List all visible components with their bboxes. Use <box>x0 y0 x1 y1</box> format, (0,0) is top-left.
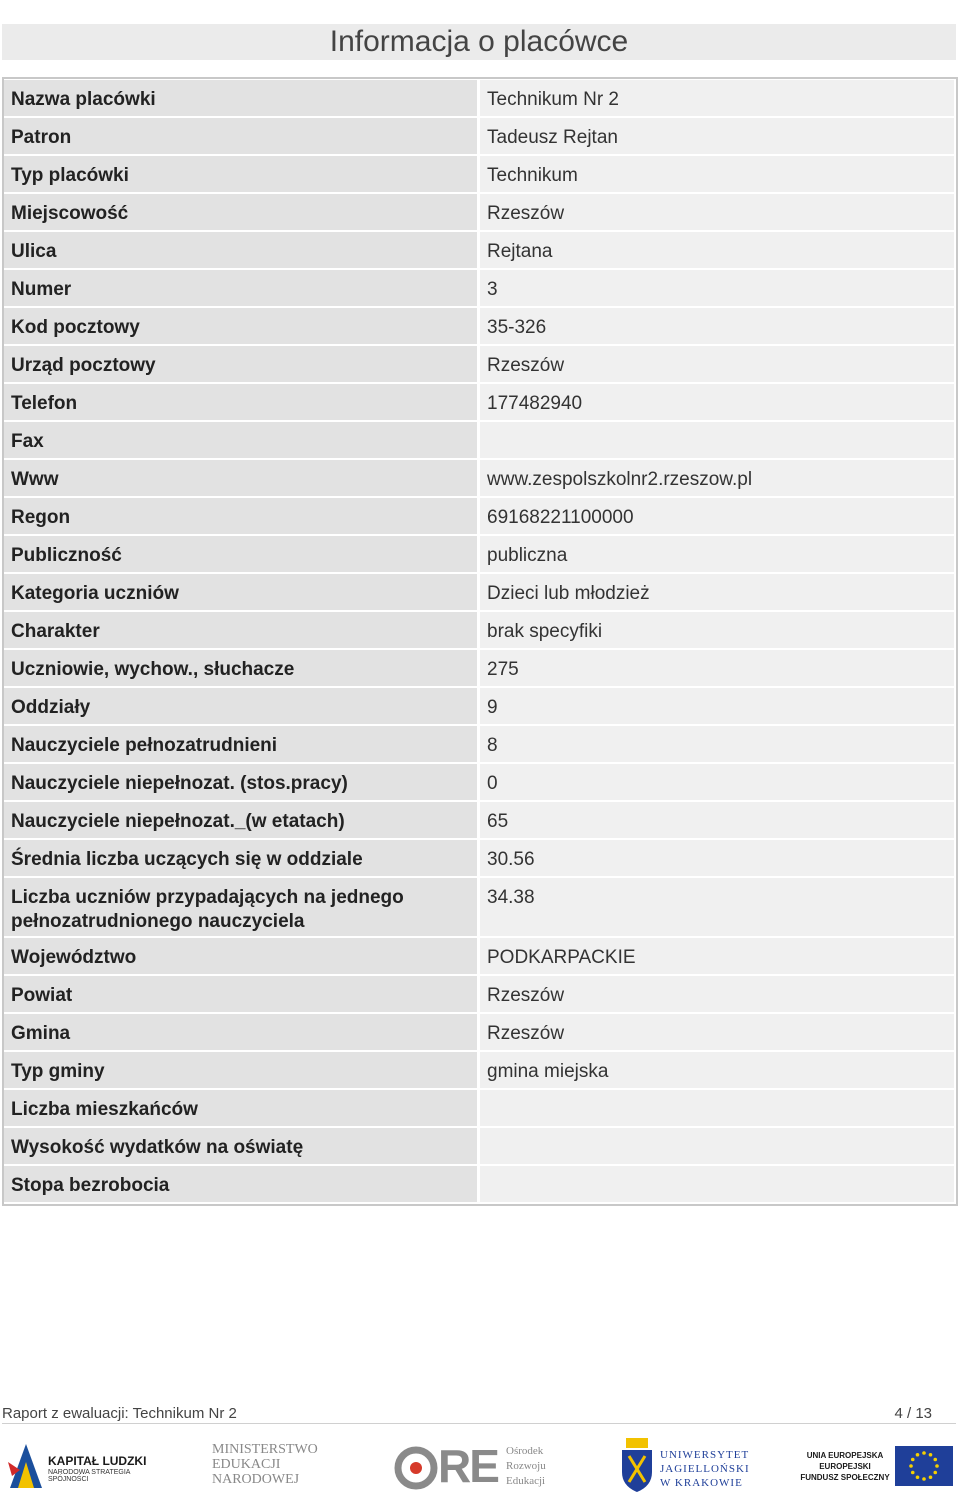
row-value: 35-326 <box>480 308 954 344</box>
eu-star <box>916 1475 920 1479</box>
table-row <box>4 194 956 230</box>
row-value: 30.56 <box>480 840 954 876</box>
eu-star <box>935 1464 939 1468</box>
uj-line2: JAGIELLOŃSKI <box>660 1463 750 1475</box>
table-row <box>4 536 956 572</box>
sponsor-logos <box>0 1432 960 1502</box>
eu-star <box>929 1475 933 1479</box>
kapital-ludzki-logo <box>8 1432 168 1502</box>
table-row <box>4 574 956 610</box>
table-row <box>4 460 956 496</box>
table-row <box>4 878 956 936</box>
kapital-ludzki-subtitle: NARODOWA STRATEGIA SPÓJNOŚCI <box>48 1469 131 1483</box>
row-value: publiczna <box>480 536 954 572</box>
table-row <box>4 764 956 800</box>
row-label: Gmina <box>4 1014 477 1050</box>
row-value: Rzeszów <box>480 194 954 230</box>
row-value: 177482940 <box>480 384 954 420</box>
row-label: Patron <box>4 118 477 154</box>
table-row <box>4 384 956 420</box>
ue-line3: FUNDUSZ SPOŁECZNY <box>800 1473 890 1482</box>
eu-star <box>909 1464 913 1468</box>
ue-line2: EUROPEJSKI <box>819 1462 871 1471</box>
row-value <box>480 1166 954 1202</box>
ore-mark: RE <box>438 1440 498 1492</box>
men-line1: MINISTERSTWO <box>212 1442 318 1457</box>
eu-star <box>916 1453 920 1457</box>
eu-star <box>911 1458 915 1462</box>
ore-line2: Rozwoju <box>506 1460 546 1472</box>
row-label: Powiat <box>4 976 477 1012</box>
uj-logo <box>620 1432 760 1502</box>
eu-star <box>922 1477 926 1481</box>
men-line2: EDUKACJI <box>212 1457 281 1472</box>
table-row <box>4 688 956 724</box>
table-row <box>4 1014 956 1050</box>
row-value: 69168221100000 <box>480 498 954 534</box>
row-label: Uczniowie, wychow., słuchacze <box>4 650 477 686</box>
ore-logo <box>394 1432 564 1502</box>
row-label: Regon <box>4 498 477 534</box>
table-row <box>4 840 956 876</box>
ue-line1: UNIA EUROPEJSKA <box>806 1451 884 1460</box>
row-label: Publiczność <box>4 536 477 572</box>
table-row <box>4 726 956 762</box>
row-value: 3 <box>480 270 954 306</box>
row-label: Www <box>4 460 477 496</box>
uj-line1: UNIWERSYTET <box>660 1449 750 1461</box>
row-label: Oddziały <box>4 688 477 724</box>
ore-circle-icon <box>394 1446 438 1490</box>
eu-star <box>911 1471 915 1475</box>
row-value: www.zespolszkolnr2.rzeszow.pl <box>480 460 954 496</box>
eu-star <box>933 1471 937 1475</box>
table-row <box>4 422 956 458</box>
row-label: Stopa bezrobocia <box>4 1166 477 1202</box>
table-row <box>4 1128 956 1164</box>
row-label: Kod pocztowy <box>4 308 477 344</box>
row-value: 8 <box>480 726 954 762</box>
men-line3: NARODOWEJ <box>212 1472 300 1487</box>
uj-line3: W KRAKOWIE <box>660 1477 743 1489</box>
table-row <box>4 976 956 1012</box>
row-value: 65 <box>480 802 954 838</box>
table-row <box>4 612 956 648</box>
table-row <box>4 802 956 838</box>
row-value: Rzeszów <box>480 346 954 382</box>
men-logo <box>212 1432 332 1502</box>
row-value: Dzieci lub młodzież <box>480 574 954 610</box>
kapital-ludzki-icon <box>8 1442 44 1490</box>
row-label: Telefon <box>4 384 477 420</box>
info-table <box>2 77 958 1206</box>
table-row <box>4 938 956 974</box>
ore-line3: Edukacji <box>506 1475 546 1487</box>
kapital-ludzki-title: KAPITAŁ LUDZKI <box>48 1454 147 1468</box>
row-value: Technikum Nr 2 <box>480 80 954 116</box>
row-label: Średnia liczba uczących się w oddziale <box>4 840 477 876</box>
row-value: 9 <box>480 688 954 724</box>
row-label: Nauczyciele pełnozatrudnieni <box>4 726 477 762</box>
row-label: Ulica <box>4 232 477 268</box>
row-label: Kategoria uczniów <box>4 574 477 610</box>
row-label: Typ placówki <box>4 156 477 192</box>
row-label: Nauczyciele niepełnozat. (stos.pracy) <box>4 764 477 800</box>
row-label: Liczba uczniów przypadających na jednego pełnozatrudnionego nauczyciela <box>4 878 477 936</box>
row-value: Rzeszów <box>480 1014 954 1050</box>
uj-crest-icon <box>620 1438 654 1494</box>
row-value <box>480 1128 954 1164</box>
row-label: Liczba mieszkańców <box>4 1090 477 1126</box>
row-label: Urząd pocztowy <box>4 346 477 382</box>
row-label: Charakter <box>4 612 477 648</box>
eu-star <box>922 1451 926 1455</box>
row-value: Rzeszów <box>480 976 954 1012</box>
table-row <box>4 346 956 382</box>
row-label: Miejscowość <box>4 194 477 230</box>
row-value <box>480 422 954 458</box>
row-value <box>480 1090 954 1126</box>
row-value: Rejtana <box>480 232 954 268</box>
table-row <box>4 156 956 192</box>
ore-line1: Ośrodek <box>506 1445 544 1457</box>
table-row <box>4 308 956 344</box>
report-label: Raport z ewaluacji: Technikum Nr 2 <box>2 1405 237 1422</box>
page-footer <box>2 1403 956 1424</box>
table-row <box>4 118 956 154</box>
row-label: Typ gminy <box>4 1052 477 1088</box>
page-indicator: 4 / 13 <box>894 1405 932 1422</box>
table-row <box>4 80 956 116</box>
eu-star <box>929 1453 933 1457</box>
row-value: Tadeusz Rejtan <box>480 118 954 154</box>
table-row <box>4 1090 956 1126</box>
row-value: PODKARPACKIE <box>480 938 954 974</box>
table-row <box>4 270 956 306</box>
table-row <box>4 498 956 534</box>
row-value: 34.38 <box>480 878 954 936</box>
table-row <box>4 1052 956 1088</box>
row-label: Numer <box>4 270 477 306</box>
page-title: Informacja o placówce <box>2 24 956 60</box>
table-row <box>4 232 956 268</box>
row-label: Województwo <box>4 938 477 974</box>
row-value: 0 <box>480 764 954 800</box>
table-row <box>4 1166 956 1202</box>
row-label: Wysokość wydatków na oświatę <box>4 1128 477 1164</box>
eu-star <box>933 1458 937 1462</box>
row-label: Nauczyciele niepełnozat._(w etatach) <box>4 802 477 838</box>
row-label: Nazwa placówki <box>4 80 477 116</box>
row-value: Technikum <box>480 156 954 192</box>
row-value: brak specyfiki <box>480 612 954 648</box>
table-row <box>4 650 956 686</box>
row-value: 275 <box>480 650 954 686</box>
row-value: gmina miejska <box>480 1052 954 1088</box>
ue-logo <box>800 1432 960 1502</box>
row-label: Fax <box>4 422 477 458</box>
eu-flag-icon <box>895 1446 953 1486</box>
